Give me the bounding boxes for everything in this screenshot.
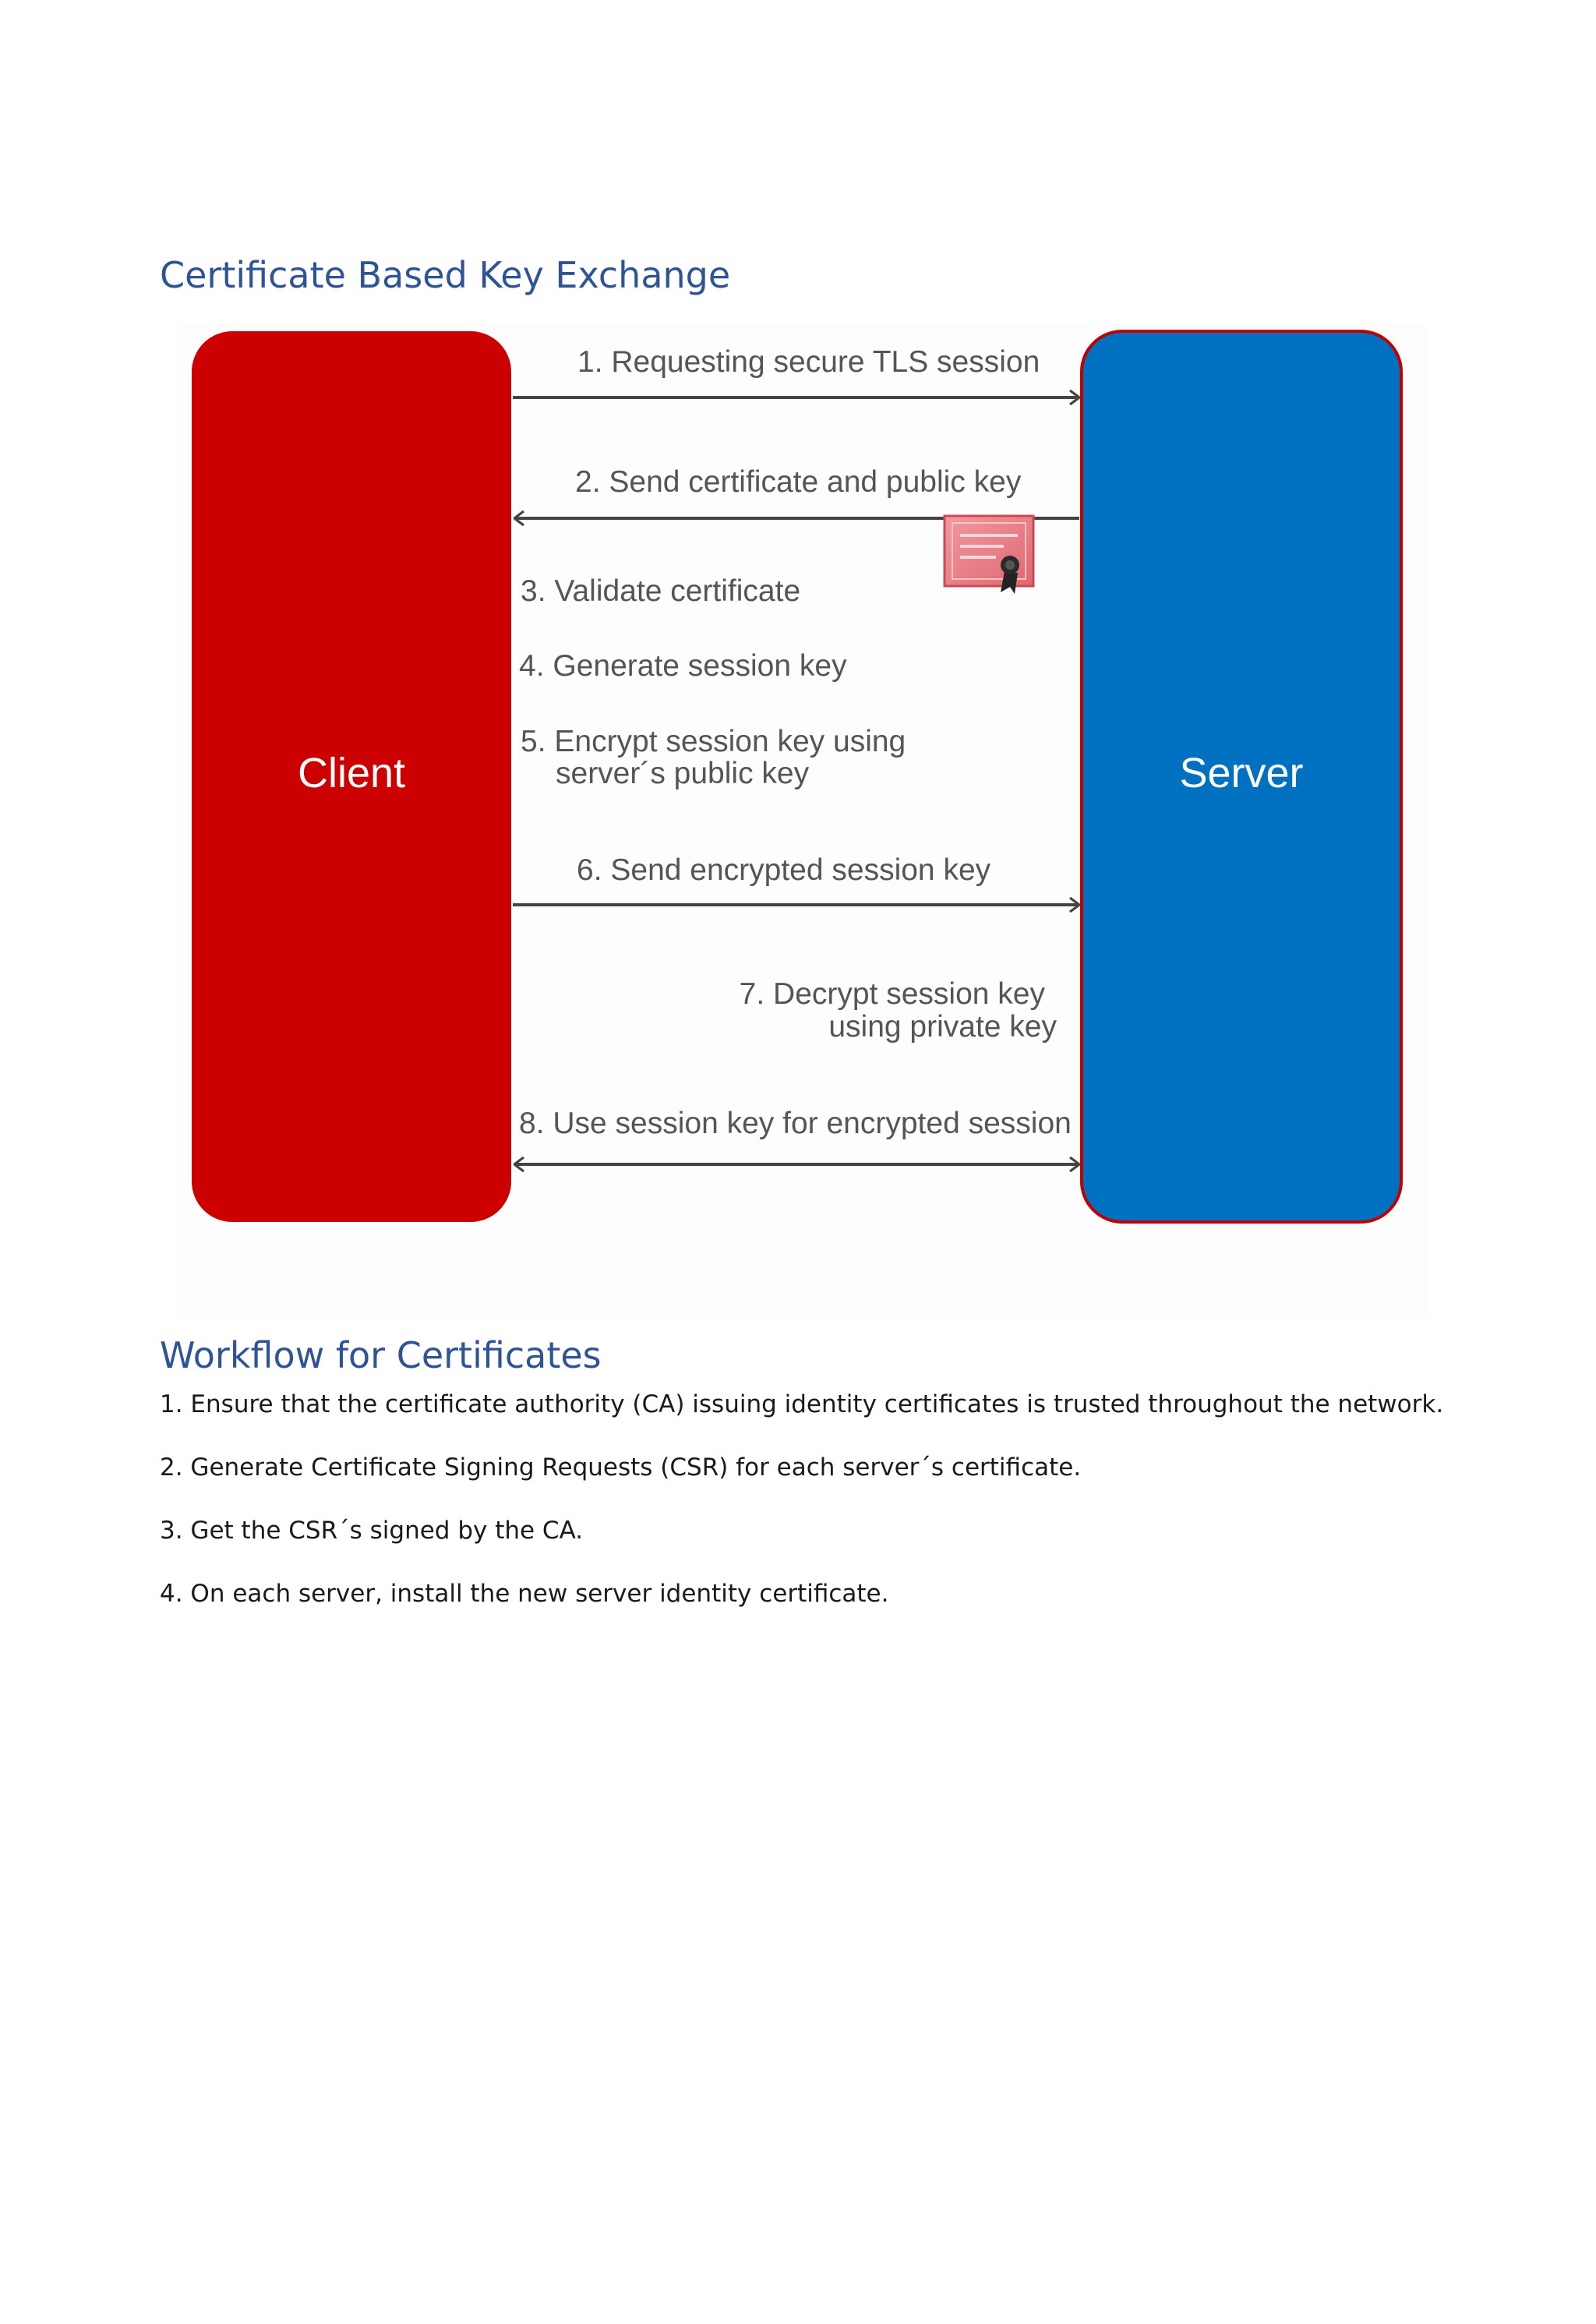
step-1-label: 1. Requesting secure TLS session [577, 345, 1040, 379]
workflow-step: 2. Generate Certificate Signing Requests (CSR) for each server´s certificate. [160, 1453, 1082, 1482]
section-heading-key-exchange: Certificate Based Key Exchange [160, 254, 731, 296]
step-7-label-line-2: using private key [828, 1010, 1057, 1044]
client-label: Client [297, 750, 406, 796]
step-5-label-line-2: server´s public key [556, 757, 810, 790]
workflow-step: 1. Ensure that the certificate authority (CA) issuing identity certificates is trusted throughout the network. [160, 1390, 1444, 1418]
step-5-label-line-1: 5. Encrypt session key using [521, 725, 906, 758]
section-heading-workflow: Workflow for Certificates [160, 1334, 602, 1376]
key-exchange-diagram [178, 323, 1428, 1321]
certificate-icon [945, 516, 1033, 594]
step-4-label: 4. Generate session key [519, 649, 847, 683]
workflow-steps-list [160, 1387, 1547, 1640]
step-2-label: 2. Send certificate and public key [575, 465, 1022, 499]
step-3-label: 3. Validate certificate [521, 574, 801, 608]
step-6-label: 6. Send encrypted session key [577, 853, 991, 887]
step-7-label-line-1: 7. Decrypt session key [739, 977, 1045, 1011]
workflow-step: 3. Get the CSR´s signed by the CA. [160, 1517, 584, 1545]
server-label: Server [1179, 750, 1304, 796]
workflow-step: 4. On each server, install the new server identity certificate. [160, 1580, 889, 1608]
step-8-label: 8. Use session key for encrypted session [519, 1107, 1072, 1140]
